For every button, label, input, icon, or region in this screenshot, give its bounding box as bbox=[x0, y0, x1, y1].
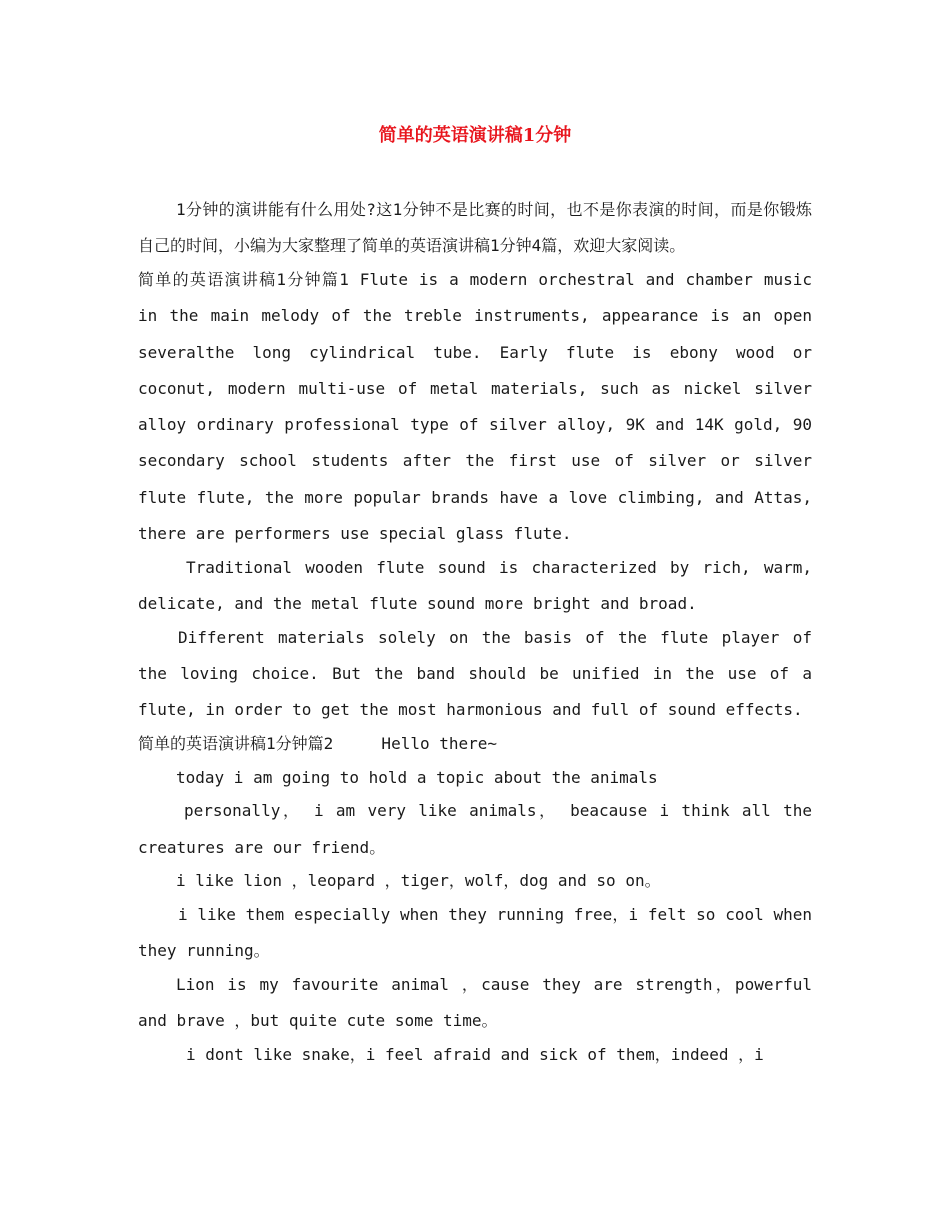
document-body bbox=[138, 192, 812, 1073]
running-paragraph: i like them especially when they running free，i felt so cool when they running。 bbox=[138, 905, 813, 961]
document-title: 简单的英语演讲稿1分钟 bbox=[378, 125, 572, 146]
topic-paragraph: today i am going to hold a topic about the animals bbox=[176, 767, 658, 787]
personally-paragraph: personally， i am very like animals， beacause i think all the creatures are our friend。 bbox=[138, 801, 812, 857]
lion-paragraph: Lion is my favourite animal ，cause they are strength，powerful and brave ，but quite cute some time。 bbox=[138, 975, 812, 1031]
intro-paragraph: 1分钟的演讲能有什么用处?这1分钟不是比赛的时间，也不是你表演的时间，而是你锻炼自己的时间，小编为大家整理了简单的英语演讲稿1分钟4篇，欢迎大家阅读。 bbox=[138, 200, 812, 256]
animals-list-paragraph: i like lion ，leopard ，tiger，wolf，dog and so on。 bbox=[176, 871, 661, 891]
section-1-paragraph: 简单的英语演讲稿1分钟篇1 Flute is a modern orchestral and chamber music in the main melody of the treble instruments, appearance is an open severalthe long cylindrical tube. Early flute is ebony wood or coconut, modern multi-use of metal materials, such as nickel silver alloy ordinary professional type of silver alloy, 9K and 14K gold, 90 secondary school students after the first use of silver or silver flute flute, the more popular brands have a love climbing, and Attas, there are performers use special glass flute. bbox=[138, 270, 812, 544]
flute-sound-paragraph: Traditional wooden flute sound is characterized by rich, warm, delicate, and the metal flute sound more bright and broad. bbox=[138, 557, 812, 614]
snake-paragraph: i dont like snake，i feel afraid and sick of them，indeed ，i bbox=[186, 1045, 764, 1065]
flute-materials-paragraph: Different materials solely on the basis of the flute player of the loving choice. But the band should be unified in the use of a flute, in order to get the most harmonious and full of sound effects. bbox=[138, 627, 812, 720]
section-2-heading: 简单的英语演讲稿1分钟篇2 Hello there~ bbox=[138, 734, 498, 754]
